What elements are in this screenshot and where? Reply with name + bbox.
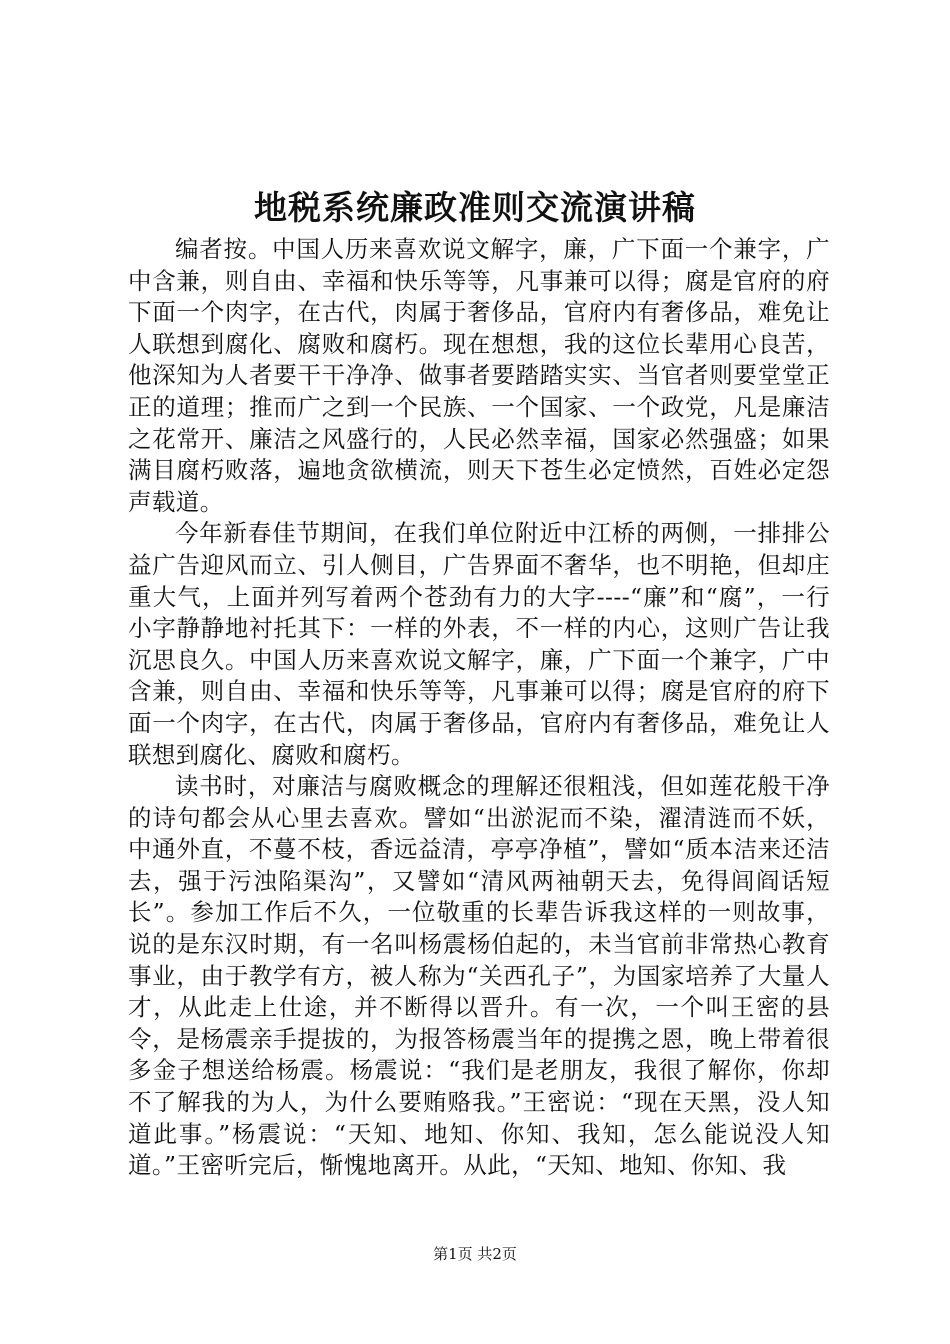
paragraph-spring-festival: 今年新春佳节期间，在我们单位附近中江桥的两侧，一排排公益广告迎风而立、引人侧目，广告界面不奢华，也不明艳，但却庄重大气，上面并列写着两个苍劲有力的大字----“廉”和“腐”，一行小字静静地衬托其下：一样的外表，不一样的内心，这则广告让我沉思良久。中国人历来喜欢说文解字，廉，广下面一个兼字，广中含兼，则自由、幸福和快乐等等，凡事兼可以得；腐是官府的府下面一个肉字，在古代，肉属于奢侈品，官府内有奢侈品，难免让人联想到腐化、腐败和腐朽。	[128, 519, 830, 769]
paragraph-editor-note: 编者按。中国人历来喜欢说文解字，廉，广下面一个兼字，广中含兼，则自由、幸福和快乐等等，凡事兼可以得；腐是官府的府下面一个肉字，在古代，肉属于奢侈品，官府内有奢侈品，难免让人联想到腐化、腐败和腐朽。现在想想，我的这位长辈用心良苦，他深知为人者要干干净净、做事者要踏踏实实、当官者则要堂堂正正的道理；推而广之到一个民族、一个国家、一个政党，凡是廉洁之花常开、廉洁之风盛行的，人民必然幸福，国家必然强盛；如果满目腐朽败落，遍地贪欲横流，则天下苍生必定愤然，百姓必定怨声载道。	[128, 235, 830, 516]
document-title: 地税系统廉政准则交流演讲稿	[254, 188, 696, 227]
paragraph-school-days: 读书时，对廉洁与腐败概念的理解还很粗浅，但如莲花般干净的诗句都会从心里去喜欢。譬如“出淤泥而不染，濯清涟而不妖，中通外直，不蔓不枝，香远益清，亭亭净植”，譬如“质本洁来还洁去，强于污浊陷渠沟”，又譬如“清风两袖朝天去，免得闾阎话短长”。参加工作后不久，一位敬重的长辈告诉我这样的一则故事，说的是东汉时期，有一名叫杨震杨伯起的，未当官前非常热心教育事业，由于教学有方，被人称为“关西孔子”，为国家培养了大量人才，从此走上仕途，并不断得以晋升。有一次，一个叫王密的县令，是杨震亲手提拔的，为报答杨震当年的提携之恩，晚上带着很多金子想送给杨震。杨震说：“我们是老朋友，我很了解你，你却不了解我的为人，为什么要贿赂我。”王密说：“现在天黑，没人知道此事。”杨震说：“天知、地知、你知、我知，怎么能说没人知道。”王密听完后，惭愧地离开。从此，“天知、地知、你知、我	[128, 772, 830, 1180]
page-number-footer: 第1页 共2页	[433, 1245, 517, 1263]
document-body	[128, 234, 830, 1182]
